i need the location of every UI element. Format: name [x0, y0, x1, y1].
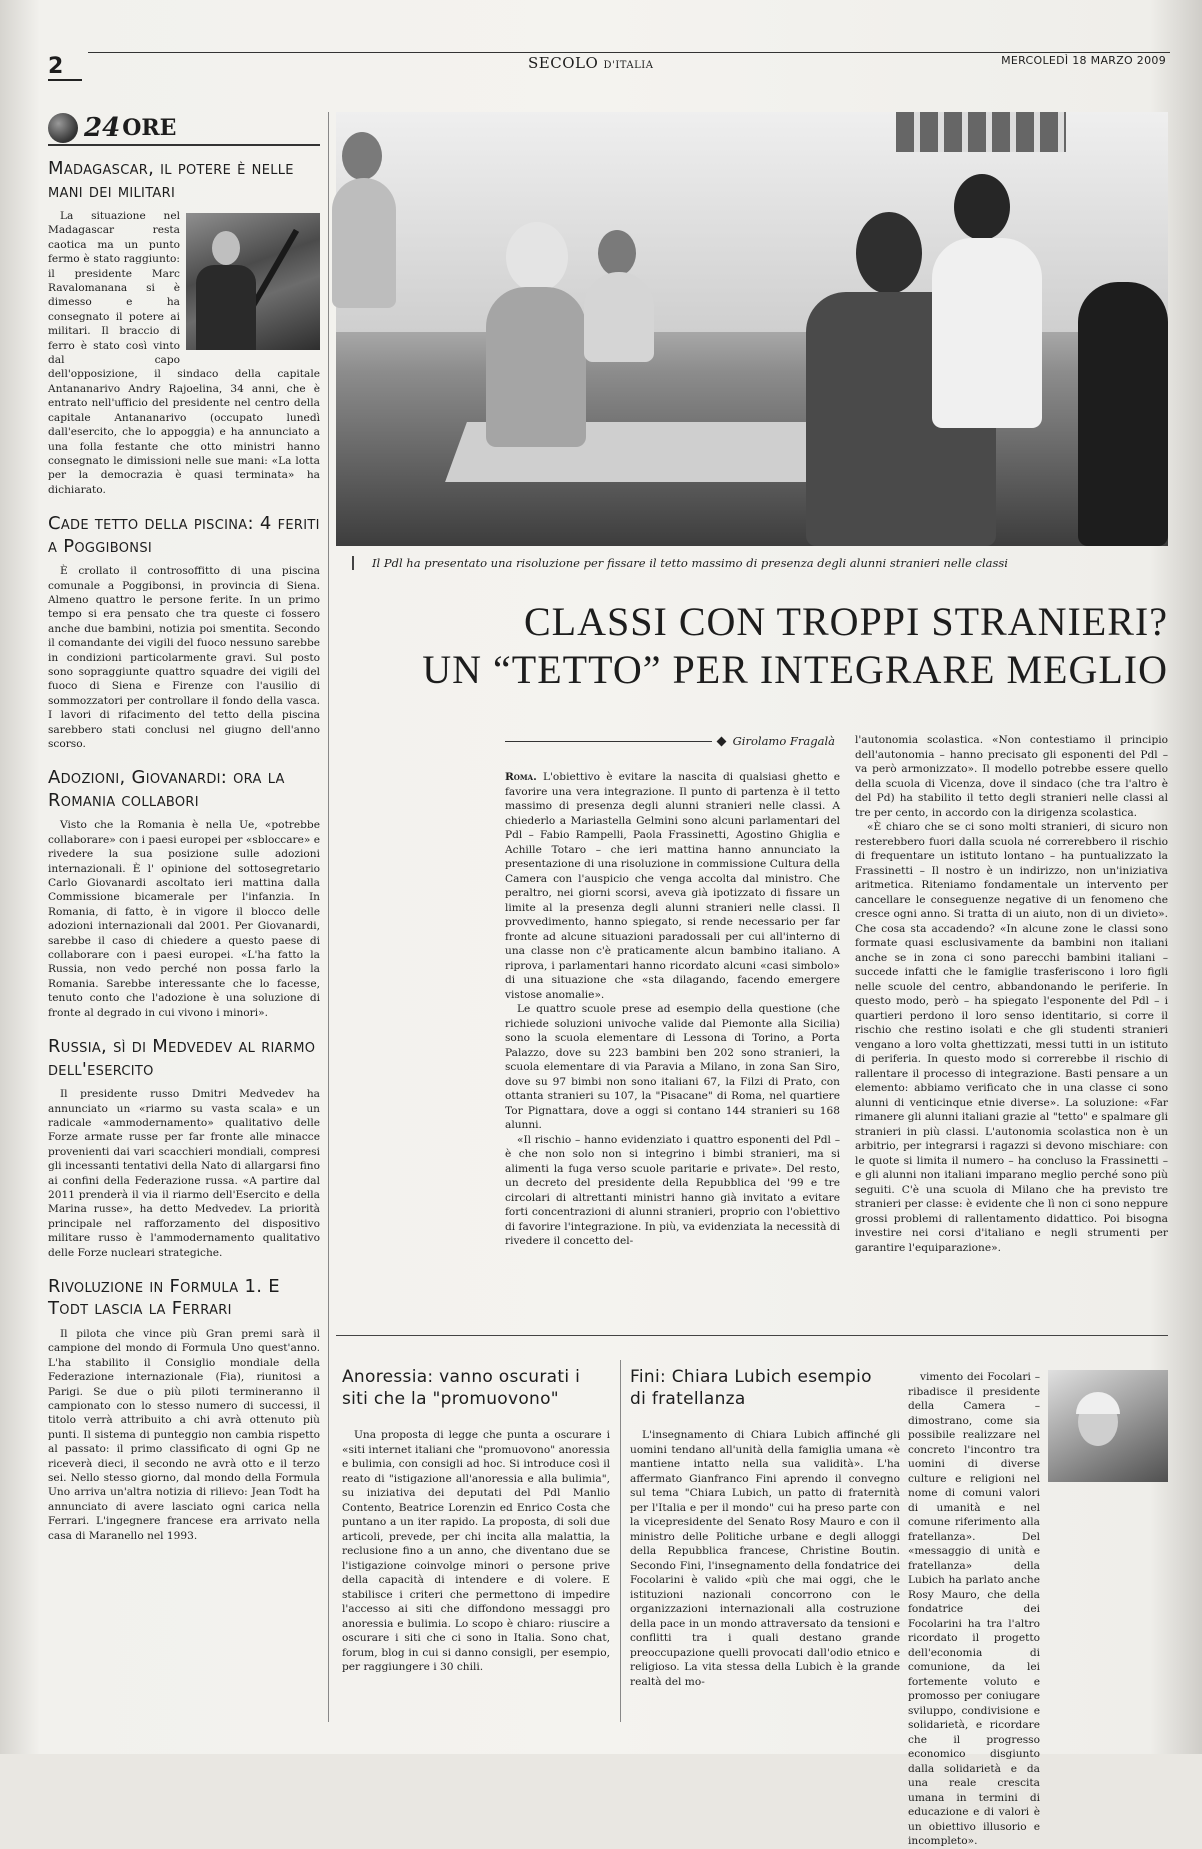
headline-line-1: CLASSI CON TROPPI STRANIERI? — [524, 599, 1168, 644]
brief-body: È crollato il controsoffitto di una piscina comunale a Poggibonsi, in provincia di Siena. Almeno quattro le persone ferite. In un primo tempo si era pensato che tra queste ci fossero anche due bambini, notizia poi smentita. Secondo il comandante dei vigili del fuoco nessuno sarebbe in condizioni particolarmente gravi. Sul posto sono sopraggiunte quattro squadre dei vigili del fuoco di Siena e Firenze con l'ausilio di sommozzatori per controllare il fondo della vasca. I lavori di rifacimento del tetto della piscina sarebbero stati conclusi nel giugno dell'anno scorso. — [48, 565, 320, 750]
brief-title: Adozioni, Giovanardi: ora la Romania collabori — [48, 767, 285, 811]
masthead-rule — [88, 52, 1170, 53]
fini-paragraph: L'insegnamento di Chiara Lubich affinché gli uomini tendano all'unità della famiglia umana «è mantiene intatto nella sua validità». L'ha affermato Gianfranco Fini aprendo il convegno sul tema "Chiara Lubich, un patto di fraternità per l'Italia e per il mondo" cui ha preso parte con la vicepresidente del Senato Rosy Mauro e con il ministro delle Politiche urbane e degli alloggi della Repubblica francese, Christine Boutin. Secondo Fini, l'insegnamento della fondatrice dei Focolarini è valido «più che mai oggi, che le istituzioni nazionali concorrono con le organizzazioni internazionali alla costruzione della pace in un mondo attraversato da tensioni e conflitti tra i quali destano grande preoccupazione quelli provocati dall'odio etnico e religioso. La vita stessa della Lubich è la grande realtà del mo- — [630, 1429, 900, 1688]
brief-title: Cade tetto della piscina: 4 feriti a Poggibonsi — [48, 513, 320, 557]
brief-body: Il presidente russo Dmitri Medvedev ha annunciato un «riarmo su vasta scala» e un radicale «ammodernamento» qualitativo delle Forze armate russe per far fronte alle minacce provenienti dai vari scacchieri mondiali, compresi gli incessanti tentativi della Nato di allargarsi fino ai confini della Federazione russa. «A partire dal 2011 prenderà il via il riarmo dell'Esercito e della Marina russe», ha detto Medvedev. La priorità principale nel rafforzamento del dispositivo militare russo è l'ammodernamento qualitativo delle Forze nucleari strategiche. — [48, 1088, 320, 1259]
column-divider — [620, 1360, 621, 1722]
fini-paragraph-continued: vimento dei Focolari – ribadisce il presidente della Camera – dimostrano, come sia possibile realizzare nel concreto l'incontro tra uomini di diverse culture e religioni nel nome di comuni valori di umanità e nel comune riferimento alla fratellanza». Del «messaggio di unità e fratellanza» della Lubich ha parlato anche Rosy Mauro, che della fondatrice dei Focolarini ha tra l'altro ricordato il progetto dell'economia di comunione, da lei fortemente voluto e promosso per coniugare sviluppo, condivisione e solidarietà, e ricordare che il progresso economico disgiunto dalla solidarietà e da una reale crescita umana in termini di educazione e di valori è un obiettivo illusorio e incompleto». — [908, 1371, 1040, 1847]
paper-name — [528, 54, 653, 72]
page-number: 2 — [48, 54, 82, 81]
anoressia-title: Anoressia: vanno oscurati i siti che la "promuovono" — [342, 1367, 581, 1410]
brief-body: Il pilota che vince più Gran premi sarà il campione del mondo di Formula Uno quest'anno. L'ha stabilito il Consiglio mondiale della Federazione internazionale (Fia), riunitosi a Parigi. Se due o più piloti termineranno il campionato con lo stesso numero di successi, il titolo verrà attribuito a chi avrà ottenuto più punti. Il sistema di punteggio non cambia rispetto al passato: il primo classificato di ogni Gp ne riceverà dieci, il secondo ne avrà otto e il terzo sei. Nello stesso giorno, dal mondo della Formula Uno arriva un'altra notizia di rilievo: Jean Todt ha annunciato di avere lasciato ogni carica nella Ferrari. L'ingegnere francese era arrivato nella casa di Maranello nel 1993. — [48, 1327, 320, 1542]
news-briefs-column — [48, 112, 320, 1722]
brief-body: La situazione nel Madagascar resta caotica ma un punto fermo è stato raggiunto: il presidente Marc Ravalomanana si è dimesso e ha consegnato il potere ai militari. Il braccio di ferro è stato così vinto dal capo dell'opposizione, il sindaco della capitale Antananarivo Andry Rajoelina, 34 anni, che è entrato nell'ufficio del presidente nel centro della capitale Antananarivo (occupato lunedì dall'esercito, che lo appoggia) e ha annunciato a una folla festante che otto ministri hanno consegnato le dimissioni nelle sue mani: «La lotta per la democrazia è quasi terminata» ha dichiarato. — [48, 210, 320, 496]
brief-russia — [48, 1036, 320, 1260]
diamond-icon — [716, 736, 726, 746]
fini-title: Fini: Chiara Lubich esempio di fratellanza — [630, 1367, 872, 1410]
article-column-1 — [505, 770, 840, 1249]
paper-title-suffix: D'ITALIA — [603, 60, 654, 71]
brief-formula1 — [48, 1276, 320, 1543]
article-box-rule — [336, 1335, 1168, 1336]
rubric-header — [48, 112, 320, 146]
article-paragraph: l'autonomia scolastica. «Non contestiamo il principio dell'autonomia – hanno precisato gli esponenti del Pdl – va però armonizzato». Il modello potrebbe essere quello della scuola di Vicenza, dove il sindaco (che tra l'altro è del Pd) ha stabilito il tetto degli stranieri nelle classi al tre per cento, in accordo con la dirigenza scolastica. — [855, 734, 1168, 819]
dateline: Roma. — [505, 771, 537, 783]
fini-body — [630, 1428, 900, 1689]
main-headline — [336, 598, 1168, 694]
brief-title: Russia, sì di Medvedev al riarmo dell'esercito — [48, 1036, 316, 1080]
column-divider — [328, 112, 329, 1722]
lubich-photo — [1048, 1370, 1168, 1482]
photo-caption: Il Pdl ha presentato una risoluzione per fissare il tetto massimo di presenza degli alunni stranieri nelle classi — [352, 556, 1152, 570]
brief-body: Visto che la Romania è nella Ue, «potrebbe collaborare» con i paesi europei per «sbloccare» e rivedere la sua posizione sulle adozioni internazionali. È l' opinione del sottosegretario Carlo Giovanardi ascoltato ieri mattina dalla Commissione bicamerale per l'infanzia. In Romania, di fatto, è in vigore il blocco delle adozioni internazionali dal 2001. Per Giovanardi, sarebbe il caso di chiedere a questo paese di collaborare con i paesi europei. «L'ha fatto la Russia, non vedo perché non possa farlo la Romania. Sarebbe interessante che lo facesse, tenuto conto che l'adozione è una soluzione di fronte al degrado in cui vivono i minori». — [48, 819, 320, 1019]
anoressia-paragraph: Una proposta di legge che punta a oscurare i «siti internet italiani che "promuovono" anoressia e bulimia, con consigli ad hoc. Si introduce così il reato di "istigazione all'anoressia e alla bulimia", su iniziativa dei deputati del Pdl Manlio Contento, Beatrice Lorenzin ed Enrico Costa che puntano a un iter rapido. La proposta, di soli due articoli, prevede, per chi incita alla malattia, la reclusione fino a un anno, che diventano due se l'istigazione coinvolge minori o persone prive della capacità di intendere e di volere. E stabilisce i criteri che permettono di impedire l'accesso ai siti che diffondono messaggi pro anoressia e bulimia. Lo scopo è chiaro: riuscire a oscurare i siti che ci sono in Italia. Sono chat, forum, blog in cui si danno consigli, per esempio, per raggiungere i 30 chili. — [342, 1429, 610, 1673]
author-name: Girolamo Fragalà — [732, 734, 835, 748]
article-paragraph: «Il rischio – hanno evidenziato i quattro esponenti del Pdl – è che non solo non si integrino i bimbi stranieri, ma si alimenti la fuga verso scuole paritarie e private». Del resto, un decreto del presidente della Repubblica del '99 e tre circolari di altrettanti ministri hanno già invitato a evitare forti concentrazioni di alunni stranieri, proprio con l'obiettivo di favorire l'integrazione. In più, va evidenziata la necessità di rivedere il concetto del- — [505, 1133, 840, 1247]
headline-line-2: UN “TETTO” PER INTEGRARE MEGLIO — [422, 647, 1168, 692]
fini-body-continued — [908, 1370, 1040, 1849]
anoressia-body — [342, 1428, 610, 1675]
article-paragraph: «È chiaro che se ci sono molti stranieri, di sicuro non resterebbero fuori dalla scuola né correrebbero il rischio di frequentare un istituto lontano – ha puntualizzato la Frassinetti – Il nostro è un indirizzo, non un'iniziativa aritmetica. Riteniamo fondamentale un intervento per cancellare le conseguenze negative di un fenomeno che cresce ogni anno. Si tratta di un aiuto, non di un divieto». Che cosa sta accadendo? «In alcune zone le classi sono formate quasi esclusivamente da bambini non italiani anche se in zona ci sono parecchi bambini italiani – succede infatti che le famiglie trasferiscono i loro figli nelle scuole del centro, abbandonando le periferie. In questo modo, però – ha spiegato l'esponente del Pdl – i quartieri perdono il loro senso identitario, si corre il rischio che restino isolati e che gli studenti stranieri vengano a loro volta ghettizzati, messi tutti in un istituto di periferia. In questo modo si correrebbe il rischio di rallentare il processo di integrazione. Basti pensare a un elemento: abbiamo verificato che in una classe ci sono alunni di venticinque etnie diverse». La soluzione: «Far rimanere gli alunni italiani grazie al "tetto" e spalmare gli stranieri in più classi. L'autonomia scolastica non è un arbitrio, per integrarsi i ragazzi si devono mischiare: con le quote si limita il numero – ha concluso la Frassinetti – e gli alunni non italiani imparano meglio perché sono più seguiti. C'è una scuola di Milano che ha previsto tre stranieri per classe: è evidente che lì non ci sono neppure grossi problemi di rallentamento didattico. Poi bisogna investire nei corsi d'italiano e negli strumenti per garantire l'equiparazione». — [855, 821, 1168, 1254]
globe-icon — [48, 113, 78, 143]
article-paragraph-text: L'obiettivo è evitare la nascita di qualsiasi ghetto e favorire una vera integrazione. Il punto di partenza è il tetto massimo di presenza degli alunni stranieri nelle classi. A chiederlo a Mariastella Gelmini sono alcuni parlamentari del Pdl – Fabio Rampelli, Paola Frassinetti, Agostino Ghiglia e Achille Totaro – che ieri mattina hanno annunciato la presentazione di una risoluzione in commissione Cultura della Camera con l'auspicio che venga accolta dal ministro. Che peraltro, nei giorni scorsi, aveva già ipotizzato di fissare un limite al la presenza degli alunni stranieri nelle classi. Il provvedimento, hanno spiegato, si rende necessario per far fronte ad alcune situazioni paradossali per cui all'interno di una classe non c'è praticamente alcun bambino italiano. A riprova, i parlamentari hanno ricordato alcuni «casi simbolo» di una situazione che «sta dilagando, facendo emergere vistose anomalie». — [505, 771, 840, 1001]
brief-title: Rivoluzione in Formula 1. E Todt lascia la Ferrari — [48, 1275, 280, 1320]
article-paragraph — [505, 770, 840, 1002]
rubric-number: 24 — [84, 113, 121, 143]
classroom-photo — [336, 112, 1168, 546]
brief-title: Madagascar, il potere è nelle mani dei militari — [48, 158, 294, 202]
rubric-word: ORE — [122, 115, 177, 141]
masthead — [48, 48, 1170, 82]
issue-date: MERCOLEDÌ 18 MARZO 2009 — [1001, 54, 1166, 67]
brief-adozioni — [48, 767, 320, 1020]
byline — [505, 734, 835, 748]
brief-madagascar — [48, 158, 320, 497]
brief-piscina — [48, 513, 320, 751]
article-paragraph: Le quattro scuole prese ad esempio della questione (che richiede soluzioni univoche valide dal Piemonte alla Sicilia) sono la scuola elementare di Lessona di Torino, a Porta Palazzo, dove su 223 bambini ben 202 sono stranieri, la scuola elementare di via Paravia a Milano, in zona San Siro, dove su 97 bimbi non sono italiani 67, la Filzi di Prato, con ottanta stranieri su 107, la "Pisacane" di Roma, nel quartiere Tor Pignattara, dove a oggi si contano 144 stranieri su 168 alunni. — [505, 1003, 840, 1131]
madagascar-photo — [186, 213, 320, 350]
article-column-2 — [855, 733, 1168, 1255]
paper-title: SECOLO — [528, 54, 599, 72]
